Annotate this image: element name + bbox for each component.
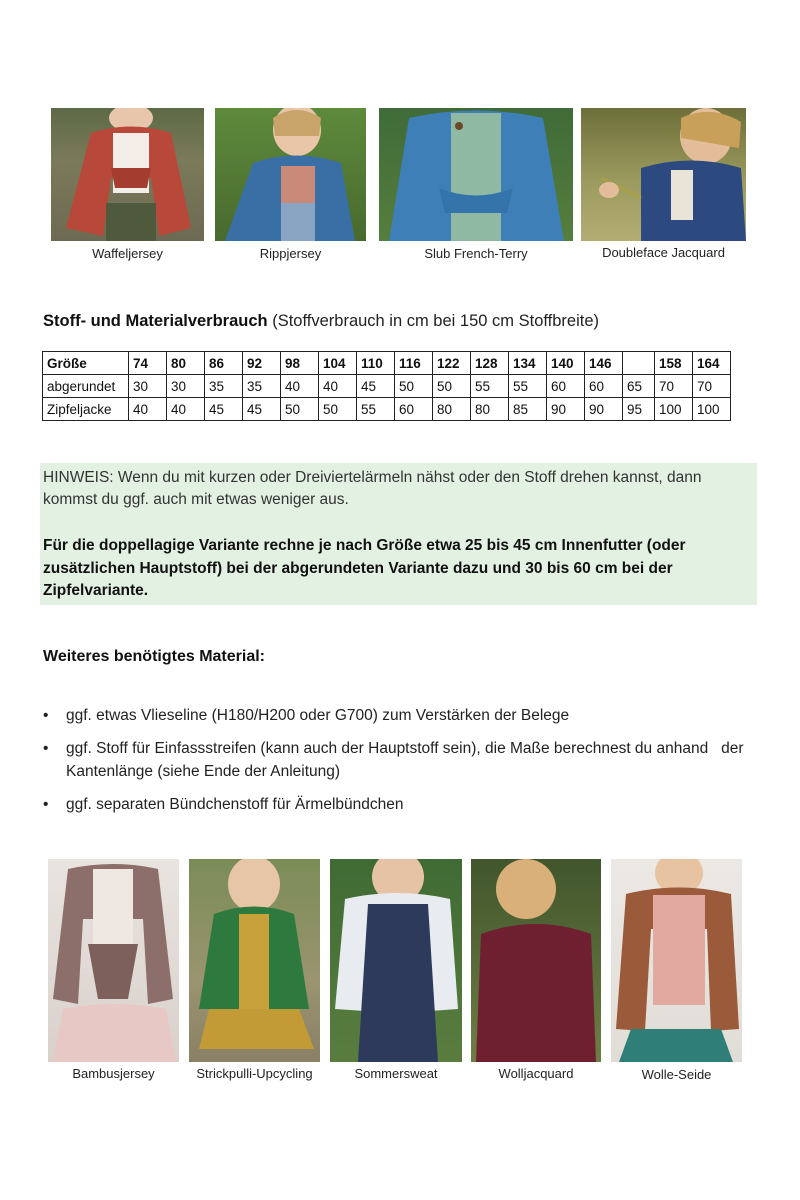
table-cell: 60	[395, 398, 433, 421]
caption-waffeljersey: Waffeljersey	[92, 246, 163, 261]
table-cell: 92	[243, 352, 281, 375]
table-cell: 55	[357, 398, 395, 421]
consumption-heading	[43, 312, 599, 331]
table-cell: 100	[655, 398, 693, 421]
consumption-title: Stoff- und Materialverbrauch	[43, 312, 268, 330]
list-item	[43, 793, 763, 816]
hint-text: HINWEIS: Wenn du mit kurzen oder Dreiviertelärmeln nähst oder den Stoff drehen kannst, dann kommst du ggf. auch mit etwas weniger aus.	[43, 469, 702, 508]
table-cell: Größe	[43, 352, 129, 375]
table-cell: 80	[433, 398, 471, 421]
table-cell: 116	[395, 352, 433, 375]
table-cell: 110	[357, 352, 395, 375]
table-cell: 40	[319, 375, 357, 398]
table-cell: 70	[693, 375, 731, 398]
table-cell: 40	[129, 398, 167, 421]
materials-list	[43, 704, 763, 816]
list-item	[43, 704, 763, 727]
caption-rippjersey: Rippjersey	[259, 246, 322, 261]
table-cell: 50	[433, 375, 471, 398]
table-cell: 98	[281, 352, 319, 375]
table-cell: 86	[205, 352, 243, 375]
caption-bambusjersey: Bambusjersey	[72, 1066, 155, 1081]
table-cell: 50	[281, 398, 319, 421]
table-cell: 35	[205, 375, 243, 398]
photo-sommersweat	[330, 859, 462, 1062]
bullet-icon: •	[43, 740, 49, 757]
table-cell: 134	[509, 352, 547, 375]
caption-strickpulli-upcycling: Strickpulli-Upcycling	[196, 1066, 313, 1081]
table-cell: 30	[129, 375, 167, 398]
table-cell: 30	[167, 375, 205, 398]
table-cell: 158	[655, 352, 693, 375]
table-cell: 128	[471, 352, 509, 375]
table-cell: 122	[433, 352, 471, 375]
table-row-abgerundet	[43, 375, 731, 398]
caption-doubleface-jacquard: Doubleface Jacquard	[602, 245, 725, 260]
table-cell: 65	[623, 375, 655, 398]
table-cell: Zipfeljacke	[43, 398, 129, 421]
table-cell: 164	[693, 352, 731, 375]
bullet-icon: •	[43, 707, 49, 724]
table-cell: 60	[547, 375, 585, 398]
table-cell: 80	[471, 398, 509, 421]
caption-wolle-seide: Wolle-Seide	[641, 1067, 712, 1082]
caption-wolljacquard: Wolljacquard	[498, 1066, 574, 1081]
table-cell: 95	[623, 398, 655, 421]
list-item	[43, 737, 763, 783]
table-cell: 35	[243, 375, 281, 398]
photo-rippjersey	[215, 108, 366, 241]
table-cell: 50	[395, 375, 433, 398]
list-item-text: ggf. Stoff für Einfassstreifen (kann auch der Hauptstoff sein), die Maße berechnest du anhand der Kantenlänge (siehe Ende der Anleitung)	[66, 740, 748, 780]
photo-doubleface-jacquard	[581, 108, 746, 241]
table-cell: 60	[585, 375, 623, 398]
photo-wolle-seide	[611, 859, 742, 1062]
table-cell: 146	[585, 352, 623, 375]
table-cell: 100	[693, 398, 731, 421]
table-cell: 45	[243, 398, 281, 421]
table-cell: 40	[167, 398, 205, 421]
table-cell: 55	[471, 375, 509, 398]
list-item-text: ggf. etwas Vlieseline (H180/H200 oder G700) zum Verstärken der Belege	[66, 707, 570, 724]
table-cell: 85	[509, 398, 547, 421]
photo-waffeljersey	[51, 108, 204, 241]
fabric-consumption-table	[42, 351, 731, 421]
table-cell: 74	[129, 352, 167, 375]
table-cell: 90	[547, 398, 585, 421]
bullet-icon: •	[43, 796, 49, 813]
caption-slub-french-terry: Slub French-Terry	[424, 246, 528, 261]
photo-wolljacquard	[471, 859, 601, 1062]
table-cell: 90	[585, 398, 623, 421]
list-item-text: ggf. separaten Bündchenstoff für Ärmelbündchen	[66, 796, 404, 813]
table-cell: 45	[357, 375, 395, 398]
table-cell: 70	[655, 375, 693, 398]
table-cell: 40	[281, 375, 319, 398]
table-cell: 80	[167, 352, 205, 375]
table-cell	[623, 352, 655, 375]
materials-heading: Weiteres benötigtes Material:	[43, 648, 265, 665]
caption-sommersweat: Sommersweat	[354, 1066, 438, 1081]
hint-box	[40, 463, 757, 605]
table-cell: 104	[319, 352, 357, 375]
table-header-row	[43, 352, 731, 375]
table-cell: 45	[205, 398, 243, 421]
consumption-subtitle: (Stoffverbrauch in cm bei 150 cm Stoffbreite)	[272, 312, 600, 330]
table-row-zipfeljacke	[43, 398, 731, 421]
photo-bambusjersey	[48, 859, 179, 1062]
table-cell: 55	[509, 375, 547, 398]
table-cell: 140	[547, 352, 585, 375]
table-cell: 50	[319, 398, 357, 421]
photo-slub-french-terry	[379, 108, 573, 241]
hint-double-layer-note: Für die doppellagige Variante rechne je nach Größe etwa 25 bis 45 cm Innenfutter (oder zusätzlichen Hauptstoff) bei der abgerundeten Variante dazu und 30 bis 60 cm bei der Zipfelvariante.	[43, 537, 686, 599]
table-cell: abgerundet	[43, 375, 129, 398]
photo-strickpulli-upcycling	[189, 859, 320, 1062]
